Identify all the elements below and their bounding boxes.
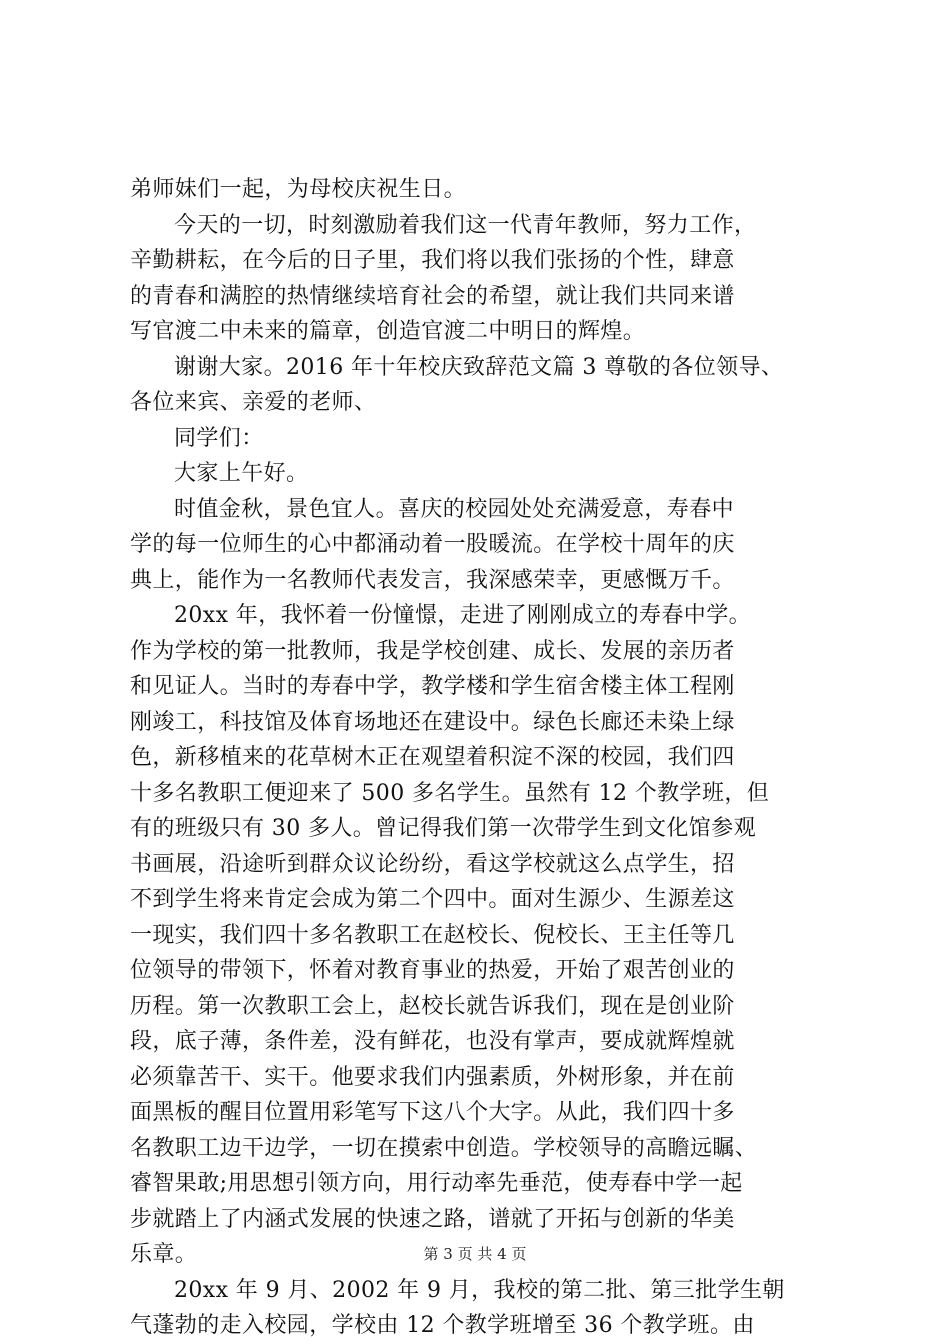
text-line: 和见证人。当时的寿春中学，教学楼和学生宿舍楼主体工程刚 <box>130 674 735 699</box>
text-line: 大家上午好。 <box>174 461 309 486</box>
text-line: 学的每一位师生的心中都涌动着一股暖流。在学校十周年的庆 <box>130 532 735 557</box>
text-line: 乐章。 <box>130 1242 198 1267</box>
text-line: 写官渡二中未来的篇章，创造官渡二中明日的辉煌。 <box>130 319 646 344</box>
text-line: 色，新移植来的花草树木正在观望着积淀不深的校园，我们四 <box>130 745 735 770</box>
text-line: 必须靠苦干、实干。他要求我们内强素质，外树形象，并在前 <box>130 1064 735 1090</box>
text-line: 名教职工边干边学，一切在摸索中创造。学校领导的高瞻远瞩、 <box>130 1135 758 1161</box>
text-line: 作为学校的第一批教师，我是学校创建、成长、发展的亲历者 <box>130 638 735 664</box>
text-line: 段，底子薄，条件差，没有鲜花，也没有掌声，要成就辉煌就 <box>130 1029 735 1054</box>
page-number-footer: 第 3 页 共 4 页 <box>423 1245 527 1263</box>
text-line: 步就踏上了内涵式发展的快速之路，谱就了开拓与创新的华美 <box>130 1206 735 1232</box>
document-body <box>130 172 830 1344</box>
text-line: 时值金秋，景色宜人。喜庆的校园处处充满爱意，寿春中 <box>174 496 735 522</box>
text-line: 谢谢大家。2016 年十年校庆致辞范文篇 3 尊敬的各位领导、 <box>174 354 784 380</box>
text-line: 位领导的带领下，怀着对教育事业的热爱，开始了艰苦创业的 <box>130 958 735 983</box>
text-line: 面黑板的醒目位置用彩笔写下这八个大字。从此，我们四十多 <box>130 1100 735 1125</box>
text-line: 一现实，我们四十多名教职工在赵校长、倪校长、王主任等几 <box>130 922 735 948</box>
text-line: 十多名教职工便迎来了 500 多名学生。虽然有 12 个教学班，但 <box>130 780 770 806</box>
text-line: 气蓬勃的走入校园，学校由 12 个教学班增至 36 个教学班。由 <box>130 1313 755 1338</box>
text-line: 20xx 年 9 月、2002 年 9 月，我校的第二批、第三批学生朝 <box>174 1277 785 1303</box>
text-line: 的青春和满腔的热情继续培育社会的希望，就让我们共同来谱 <box>130 283 735 309</box>
text-line: 各位来宾、亲爱的老师、 <box>130 390 377 415</box>
text-line: 同学们： <box>174 425 264 451</box>
text-line: 弟师妹们一起，为母校庆祝生日。 <box>130 177 467 202</box>
text-line: 今天的一切，时刻激励着我们这一代青年教师，努力工作， <box>174 212 757 238</box>
text-line: 书画展，沿途听到群众议论纷纷，看这学校就这么点学生，招 <box>130 851 735 877</box>
text-line: 典上，能作为一名教师代表发言，我深感荣幸，更感慨万千。 <box>130 567 735 593</box>
text-line: 睿智果敢;用思想引领方向，用行动率先垂范，使寿春中学一起 <box>130 1171 743 1196</box>
text-line: 历程。第一次教职工会上，赵校长就告诉我们，现在是创业阶 <box>130 993 735 1019</box>
text-line: 辛勤耕耘，在今后的日子里，我们将以我们张扬的个性，肆意 <box>130 248 735 273</box>
text-line: 有的班级只有 30 多人。曾记得我们第一次带学生到文化馆参观 <box>130 816 756 841</box>
text-line: 刚竣工，科技馆及体育场地还在建设中。绿色长廊还未染上绿 <box>130 709 735 735</box>
text-line: 20xx 年，我怀着一份憧憬，走进了刚刚成立的寿春中学。 <box>174 603 752 628</box>
text-line: 不到学生将来肯定会成为第二个四中。面对生源少、生源差这 <box>130 887 735 912</box>
